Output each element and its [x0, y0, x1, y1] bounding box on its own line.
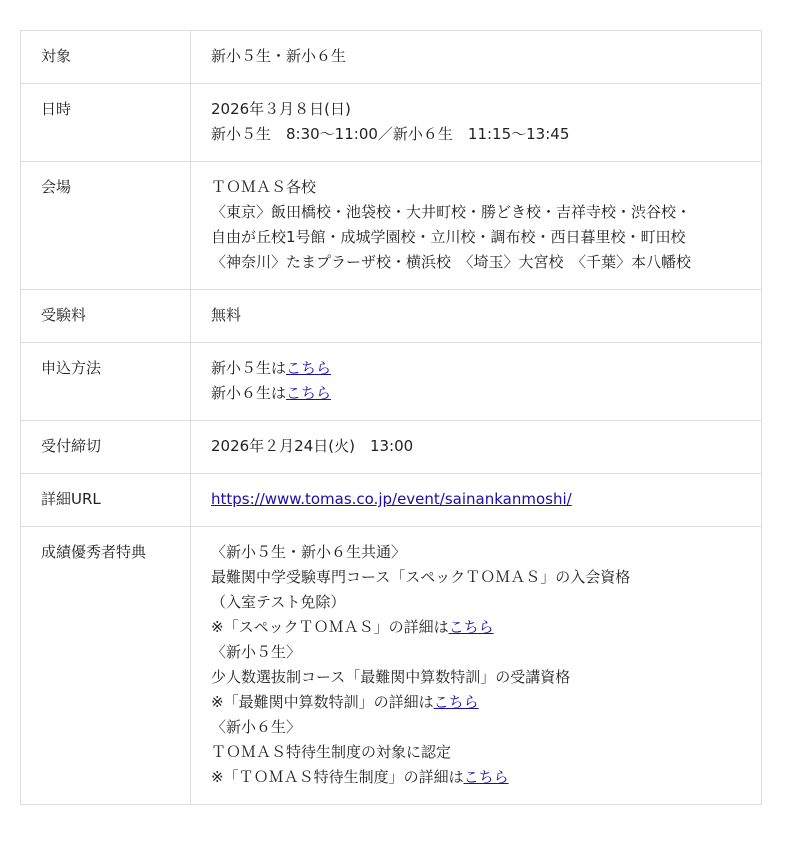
detail-url-line [211, 487, 751, 512]
benefits-grade6-heading: 〈新小６生〉 [211, 718, 302, 736]
row-deadline [21, 421, 762, 474]
row-benefits [21, 527, 762, 805]
row-value [191, 290, 762, 343]
row-venue [21, 162, 762, 290]
row-value [191, 31, 762, 84]
row-value [191, 474, 762, 527]
benefits-common-note-text: ※「スペックＴＯＭＡＳ」の詳細は [211, 618, 449, 636]
row-value [191, 527, 762, 805]
apply-grade5-link[interactable]: こちら [286, 359, 332, 377]
apply-grade5-text: 新小５生は [211, 359, 287, 377]
row-label: 受付締切 [21, 421, 191, 474]
row-label: 成績優秀者特典 [21, 527, 191, 805]
row-label: 日時 [21, 84, 191, 162]
event-info-table [20, 30, 762, 805]
apply-grade6 [211, 381, 751, 406]
benefits-grade5-heading: 〈新小５生〉 [211, 643, 302, 661]
target-value: 新小５生・新小６生 [211, 47, 347, 65]
benefits-grade6-line: ＴＯＭＡＳ特待生制度の対象に認定 [211, 743, 452, 761]
deadline-value: 2026年２月24日(火) 13:00 [211, 437, 414, 455]
venue-line: ＴＯＭＡＳ各校 [211, 178, 317, 196]
row-value [191, 343, 762, 421]
venue-line: 自由が丘校1号館・成城学園校・立川校・調布校・西日暮里校・町田校 [211, 228, 686, 246]
benefits-common-note [211, 615, 751, 640]
row-fee [21, 290, 762, 343]
scholarship-detail-link[interactable]: こちら [463, 768, 509, 786]
venue-line: 〈東京〉飯田橋校・池袋校・大井町校・勝どき校・吉祥寺校・渋谷校・ [211, 203, 692, 221]
benefits-common-heading: 〈新小５生・新小６生共通〉 [211, 543, 407, 561]
benefits-common-line: 最難関中学受験専門コース「スペックＴＯＭＡＳ」の入会資格 [211, 568, 631, 586]
row-value [191, 84, 762, 162]
benefits-grade6-note-text: ※「ＴＯＭＡＳ特待生制度」の詳細は [211, 768, 464, 786]
benefits-grade5-note-text: ※「最難関中算数特訓」の詳細は [211, 693, 434, 711]
row-url [21, 474, 762, 527]
row-value [191, 421, 762, 474]
benefits-common-line: （入室テスト免除） [211, 593, 346, 611]
row-label: 詳細URL [21, 474, 191, 527]
benefits-grade5-note [211, 690, 751, 715]
row-target [21, 31, 762, 84]
datetime-times: 新小５生 8:30〜11:00／新小６生 11:15〜13:45 [211, 125, 570, 143]
benefits-grade5-line: 少人数選抜制コース「最難関中算数特訓」の受講資格 [211, 668, 571, 686]
benefits-grade6-note [211, 765, 751, 790]
row-value [191, 162, 762, 290]
detail-url-link[interactable]: https://www.tomas.co.jp/event/sainankanmoshi/ [211, 490, 572, 508]
math-training-detail-link[interactable]: こちら [433, 693, 479, 711]
venue-line: 〈神奈川〉たまプラーザ校・横浜校 〈埼玉〉大宮校 〈千葉〉本八幡校 [211, 253, 692, 271]
datetime-date: 2026年３月８日(日) [211, 100, 351, 118]
row-label: 会場 [21, 162, 191, 290]
apply-grade6-text: 新小６生は [211, 384, 287, 402]
apply-grade5 [211, 356, 751, 381]
row-label: 受験料 [21, 290, 191, 343]
spec-tomas-detail-link[interactable]: こちら [448, 618, 494, 636]
row-label: 対象 [21, 31, 191, 84]
row-label: 申込方法 [21, 343, 191, 421]
row-apply [21, 343, 762, 421]
apply-grade6-link[interactable]: こちら [286, 384, 332, 402]
fee-value: 無料 [211, 306, 242, 324]
row-datetime [21, 84, 762, 162]
